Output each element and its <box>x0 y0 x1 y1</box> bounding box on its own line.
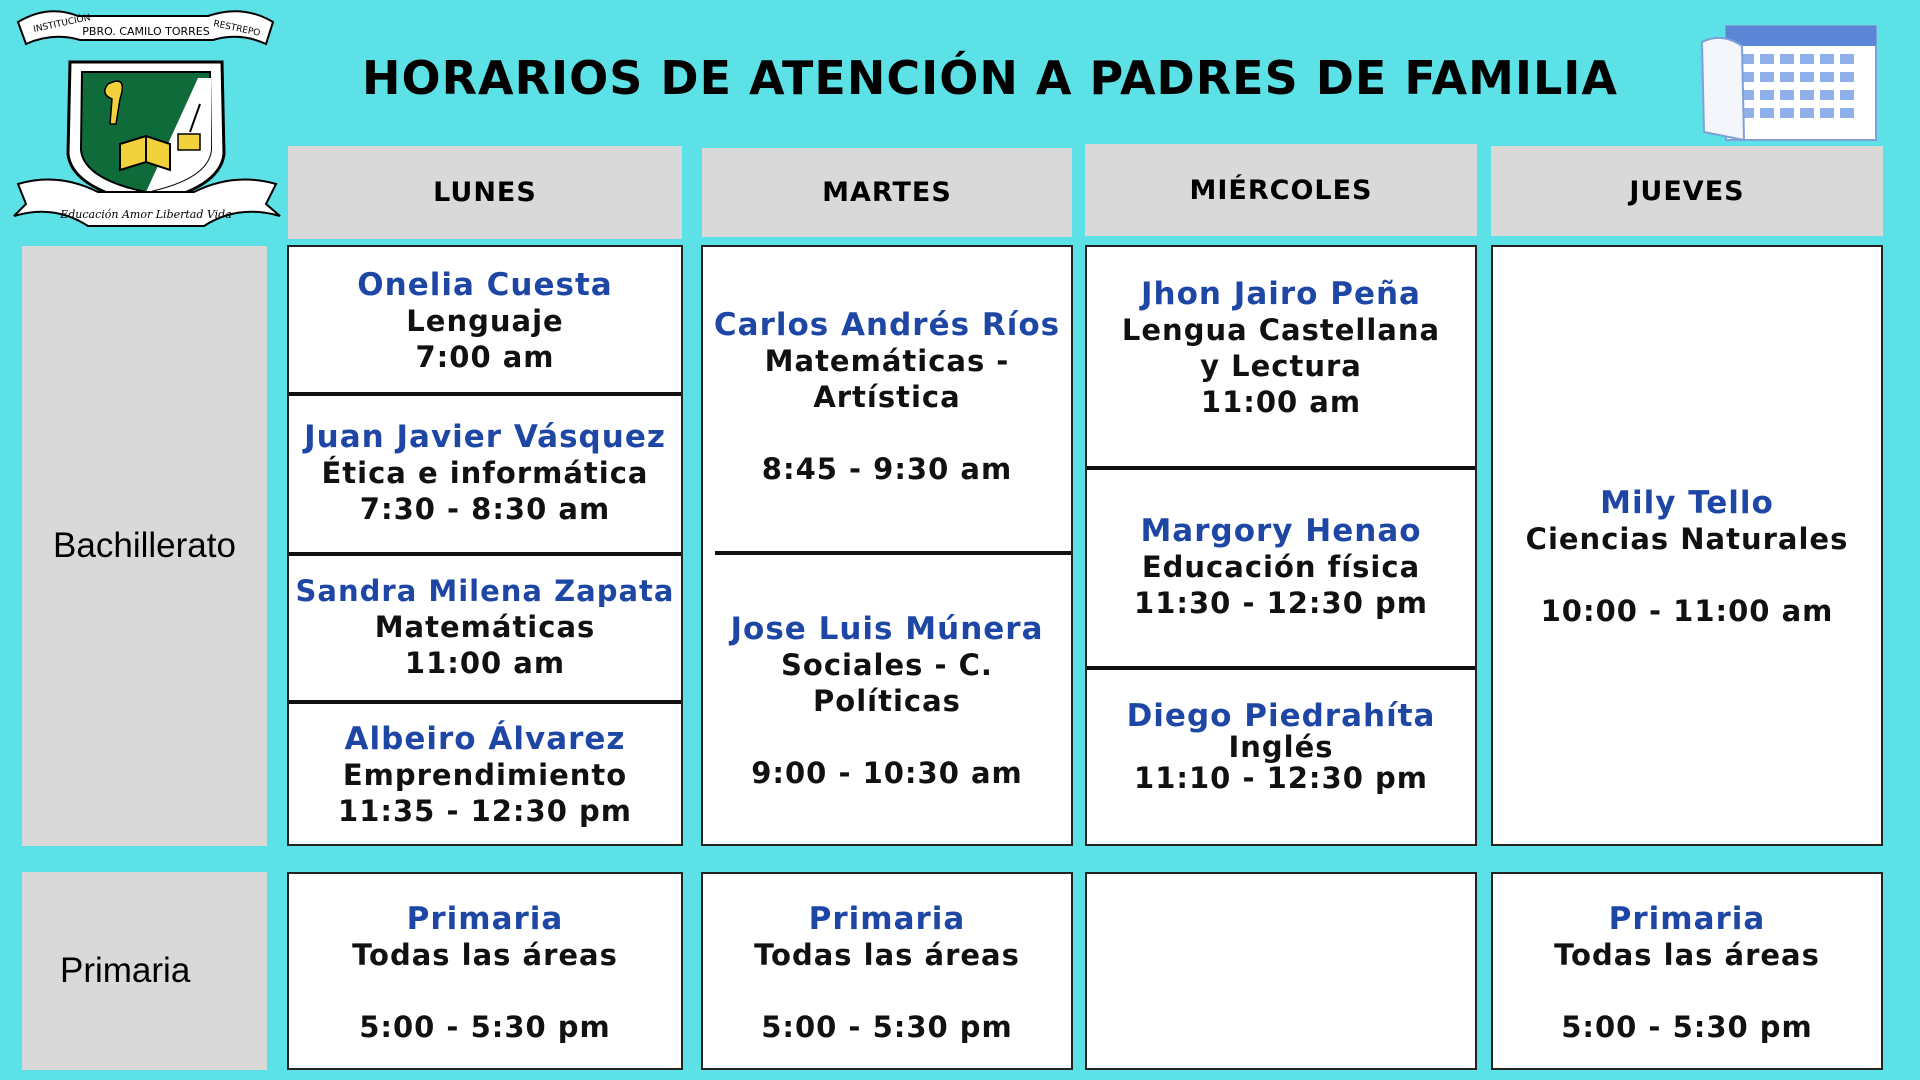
school-logo <box>8 4 284 234</box>
teacher-name: Primaria <box>1608 901 1766 937</box>
schedule-entry <box>289 706 681 844</box>
subject: Todas las áreas <box>352 938 618 972</box>
time: 9:00 - 10:30 am <box>751 756 1023 790</box>
primaria-lunes-card <box>287 872 683 1070</box>
subject: Emprendimiento <box>342 758 628 792</box>
bachillerato-martes-card <box>701 245 1073 846</box>
schedule-entry <box>703 287 1071 507</box>
schedule-entry <box>1087 265 1475 431</box>
teacher-name: Jhon Jairo Peña <box>1141 276 1421 312</box>
teacher-name: Margory Henao <box>1140 513 1422 549</box>
subject: Artística <box>813 380 961 414</box>
schedule-entry <box>289 398 681 548</box>
subject: Lenguaje <box>406 304 564 338</box>
time: 11:30 - 12:30 pm <box>1134 586 1428 620</box>
time: 11:10 - 12:30 pm <box>1134 760 1428 795</box>
teacher-name: Juan Javier Vásquez <box>304 419 666 455</box>
schedule-entry <box>1493 888 1881 1058</box>
time: 7:00 am <box>415 340 555 374</box>
page-title: HORARIOS DE ATENCIÓN A PADRES DE FAMILIA <box>361 51 1618 105</box>
subject: Ética e informática <box>321 456 649 490</box>
subject: Educación física <box>1141 550 1421 584</box>
time: 5:00 - 5:30 pm <box>359 1010 611 1044</box>
primaria-martes-card <box>701 872 1073 1070</box>
schedule-entry <box>1087 672 1475 822</box>
divider <box>289 392 681 396</box>
time: 5:00 - 5:30 pm <box>1561 1010 1813 1044</box>
divider <box>1087 666 1475 670</box>
schedule-entry <box>289 558 681 696</box>
teacher-name: Jose Luis Múnera <box>730 611 1044 647</box>
teacher-name: Mily Tello <box>1600 485 1774 521</box>
logo-arc-center: PBRO. CAMILO TORRES <box>82 25 210 38</box>
logo-motto: Educación Amor Libertad Vida <box>60 208 232 221</box>
time: 11:35 - 12:30 pm <box>338 794 632 828</box>
bachillerato-lunes-card <box>287 245 683 846</box>
subject: Ciencias Naturales <box>1525 522 1849 556</box>
subject: Inglés <box>1228 729 1334 764</box>
logo-arc-right: RESTREPO <box>212 19 262 39</box>
schedule-entry <box>703 567 1071 835</box>
subject: Matemáticas <box>374 610 596 644</box>
bachillerato-jueves-card <box>1491 245 1883 846</box>
primaria-miercoles-card <box>1085 872 1477 1070</box>
subject: y Lectura <box>1200 349 1362 383</box>
time: 11:00 am <box>1200 385 1362 419</box>
schedule-entry <box>289 255 681 387</box>
day-header-miercoles: MIÉRCOLES <box>1085 144 1477 236</box>
divider <box>1087 466 1475 470</box>
divider <box>289 552 681 556</box>
teacher-name: Primaria <box>808 901 966 937</box>
time: 7:30 - 8:30 am <box>359 492 611 526</box>
divider <box>289 700 681 704</box>
teacher-name: Albeiro Álvarez <box>344 721 626 757</box>
time: 5:00 - 5:30 pm <box>761 1010 1013 1044</box>
time: 8:45 - 9:30 am <box>761 452 1013 486</box>
time: 11:00 am <box>404 646 566 680</box>
day-header-lunes: LUNES <box>288 146 682 239</box>
schedule-entry <box>289 888 681 1058</box>
time: 10:00 - 11:00 am <box>1540 594 1834 628</box>
row-header-bachillerato: Bachillerato <box>22 246 267 846</box>
subject: Todas las áreas <box>1554 938 1820 972</box>
subject: Matemáticas - <box>764 344 1010 378</box>
teacher-name: Carlos Andrés Ríos <box>713 307 1061 343</box>
subject: Sociales - C. <box>781 648 993 682</box>
subject: Todas las áreas <box>754 938 1020 972</box>
divider <box>715 551 1071 555</box>
schedule-entry <box>703 888 1071 1058</box>
bachillerato-miercoles-card <box>1085 245 1477 846</box>
teacher-name: Onelia Cuesta <box>357 267 613 303</box>
schedule-entry <box>1087 472 1475 662</box>
teacher-name: Sandra Milena Zapata <box>295 574 675 608</box>
day-header-martes: MARTES <box>702 148 1072 237</box>
row-header-primaria: Primaria <box>22 872 267 1070</box>
subject: Políticas <box>813 684 961 718</box>
schedule-entry <box>1493 467 1881 647</box>
logo-arc-left: INSTITUCIÓN <box>32 13 92 35</box>
teacher-name: Diego Piedrahíta <box>1126 697 1436 734</box>
subject: Lengua Castellana <box>1121 313 1441 347</box>
teacher-name: Primaria <box>406 901 564 937</box>
day-header-jueves: JUEVES <box>1491 146 1883 236</box>
primaria-jueves-card <box>1491 872 1883 1070</box>
calendar-icon <box>1682 22 1892 144</box>
